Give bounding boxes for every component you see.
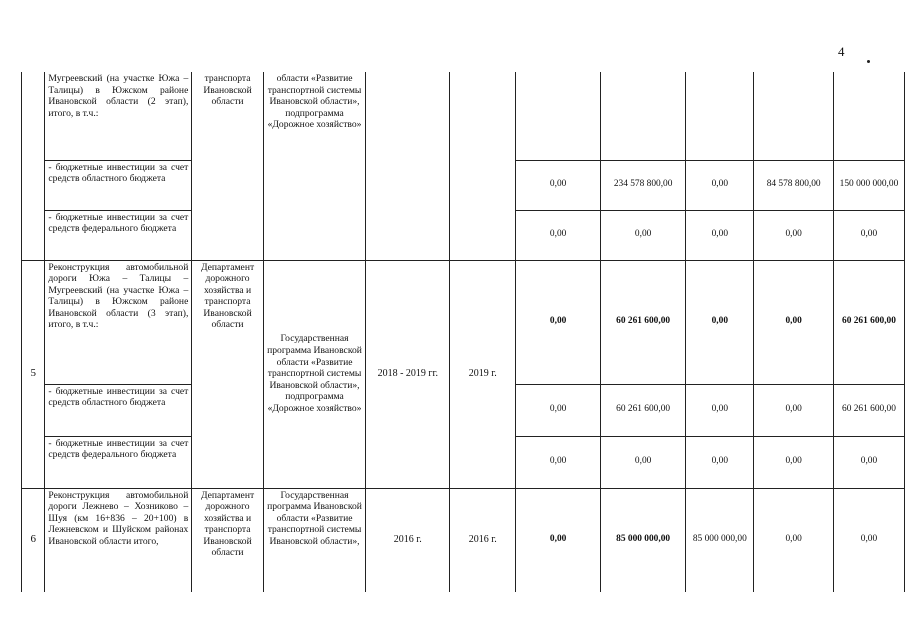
federal-cell: 0,00	[754, 436, 834, 488]
program: области «Развитие транспортной системы Ивановской области», подпрограмма «Дорожное хозяйство»	[263, 72, 366, 260]
page-number: 4	[838, 44, 845, 59]
total-cell: 60 261 600,00	[833, 260, 904, 384]
budget-table	[21, 72, 905, 592]
regional-cell: 60 261 600,00	[833, 384, 904, 436]
federal-cell: 0,00	[833, 210, 904, 260]
period	[366, 72, 450, 260]
total-cell: 0,00	[754, 488, 834, 592]
regional-cell: 0,00	[516, 384, 601, 436]
total-cell: 0,00	[516, 260, 601, 384]
regional-label: - бюджетные инвестиции за счет средств областного бюджета	[45, 384, 192, 436]
customer: транспорта Ивановской области	[192, 72, 263, 260]
regional-label: - бюджетные инвестиции за счет средств областного бюджета	[45, 160, 192, 210]
regional-cell: 60 261 600,00	[601, 384, 686, 436]
regional-cell: 0,00	[686, 384, 754, 436]
regional-cell: 84 578 800,00	[754, 160, 834, 210]
object-name: Реконструкция автомобильной дороги Южа – Талицы – Мугреевский (на участке Южа – Талицы) в Южском районе Ивановской области (3 этап), итого, в т.ч.:	[45, 260, 192, 384]
federal-cell: 0,00	[601, 210, 686, 260]
customer: Департамент дорожного хозяйства и транспорта Ивановской области	[192, 260, 263, 488]
program: Государственная программа Ивановской области «Развитие транспортной системы Ивановской области», подпрограмма «Дорожное хозяйство»	[263, 260, 366, 488]
total-cell: 0,00	[516, 488, 601, 592]
federal-cell: 0,00	[833, 436, 904, 488]
regional-cell: 0,00	[516, 160, 601, 210]
total-cell	[686, 72, 754, 160]
total-cell: 60 261 600,00	[601, 260, 686, 384]
object-name: Реконструкция автомобильной дороги Лежнево – Хозниково – Шуя (км 16+836 – 20+100) в Лежневском и Шуйском районах Ивановской области итого,	[45, 488, 192, 592]
federal-label: - бюджетные инвестиции за счет средств федерального бюджета	[45, 210, 192, 260]
customer: Департамент дорожного хозяйства и транспорта Ивановской области	[192, 488, 263, 592]
total-cell	[833, 72, 904, 160]
period: 2018 - 2019 гг.	[366, 260, 450, 488]
table-row	[22, 72, 905, 160]
federal-cell: 0,00	[754, 210, 834, 260]
regional-cell: 0,00	[754, 384, 834, 436]
federal-cell: 0,00	[516, 436, 601, 488]
total-cell: 85 000 000,00	[686, 488, 754, 592]
federal-label: - бюджетные инвестиции за счет средств федерального бюджета	[45, 436, 192, 488]
row-number: 5	[22, 260, 45, 488]
year: 2019 г.	[450, 260, 516, 488]
regional-cell: 0,00	[686, 160, 754, 210]
year: 2016 г.	[450, 488, 516, 592]
regional-cell: 234 578 800,00	[601, 160, 686, 210]
total-cell	[601, 72, 686, 160]
table-row	[22, 488, 905, 592]
total-cell	[754, 72, 834, 160]
row-number: 6	[22, 488, 45, 592]
federal-cell: 0,00	[516, 210, 601, 260]
year	[450, 72, 516, 260]
total-cell: 0,00	[686, 260, 754, 384]
period: 2016 г.	[366, 488, 450, 592]
table-row	[22, 260, 905, 384]
object-name: Мугреевский (на участке Южа – Талицы) в Южском районе Ивановской области (2 этап), итого, в т.ч.:	[45, 72, 192, 160]
federal-cell: 0,00	[601, 436, 686, 488]
total-cell: 0,00	[833, 488, 904, 592]
scan-speck	[867, 60, 870, 63]
program: Государственная программа Ивановской области «Развитие транспортной системы Ивановской области»,	[263, 488, 366, 592]
federal-cell: 0,00	[686, 436, 754, 488]
regional-cell: 150 000 000,00	[833, 160, 904, 210]
total-cell: 0,00	[754, 260, 834, 384]
row-number	[22, 72, 45, 260]
total-cell: 85 000 000,00	[601, 488, 686, 592]
total-cell	[516, 72, 601, 160]
federal-cell: 0,00	[686, 210, 754, 260]
